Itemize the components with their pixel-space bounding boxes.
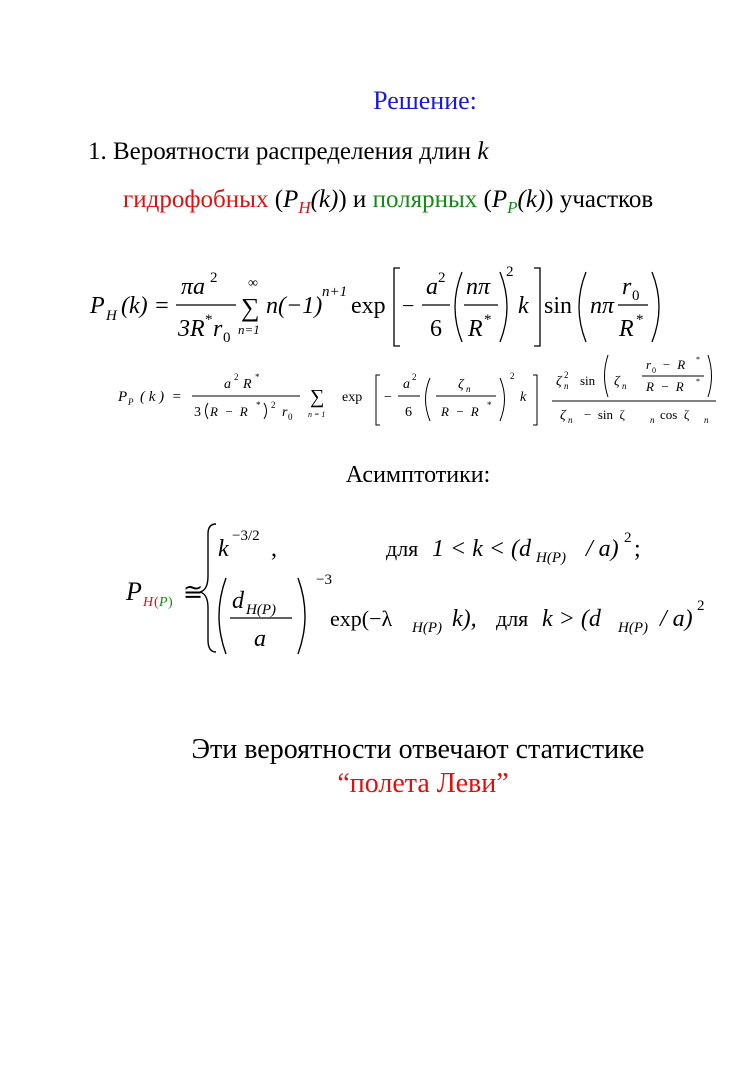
pp-exp: exp [342, 390, 363, 405]
ph-bracket-right [534, 268, 540, 346]
pp-frac-num: a [224, 377, 231, 392]
asym-case1-expr: k [218, 536, 229, 562]
pp-frac-num-sup: 2 [234, 372, 239, 382]
asym-case2-exp-rest: k), [452, 606, 477, 632]
ph-paren-den: R [468, 316, 483, 342]
asym-case2-for: для [496, 606, 529, 631]
asym-paren-left [219, 578, 226, 654]
ph-term: n(−1) [266, 293, 323, 319]
pp-lhs-arg: ( k ) = [140, 389, 182, 405]
asym-case2-den: a [254, 626, 266, 652]
polar-symbol-arg: (k) [517, 186, 546, 213]
pp-right-num-sin: sin [580, 373, 596, 388]
ph-paren-sup: 2 [506, 264, 514, 280]
heading-variable: k [477, 138, 489, 165]
pp-right-inner-num-rest: − R [662, 357, 686, 372]
ph-sin-paren-right [652, 272, 659, 342]
polar-word: полярных [372, 186, 478, 213]
ph-sin-den: R [619, 316, 634, 342]
ph-sin-paren-left [579, 272, 586, 342]
asym-case2-num: d [232, 588, 244, 614]
hydrophobic-symbol-sub: H [298, 198, 311, 217]
pp-right-paren-right [708, 355, 712, 397]
pp-frac-den-inner-sup: * [256, 400, 261, 410]
asym-paren-right [298, 578, 305, 654]
ph-lhs-sub: H [106, 308, 117, 324]
pp-frac-num-r-sup: * [255, 372, 260, 382]
ph-paren-den-sup: * [484, 312, 492, 328]
formula-asym-svg [0, 512, 750, 662]
and-word: и [352, 186, 367, 213]
pp-minus: − [384, 390, 392, 405]
pp-right-num-zeta-sub: n [564, 381, 569, 391]
pp-paren-sup: 2 [510, 371, 515, 381]
hydrophobic-word: гидрофобных [123, 186, 269, 213]
asym-case2-num-sub: H(P) [246, 602, 276, 618]
polar-symbol-sub: P [507, 198, 518, 217]
pp-zeta-den-sup: * [487, 400, 492, 410]
pp-bracket-right [533, 375, 537, 425]
pp-den-paren-left [206, 403, 209, 419]
ph-k: k [518, 293, 529, 319]
ph-sin-num-sub: 0 [632, 288, 640, 304]
asym-case1-cond: 1 < k < (d [432, 536, 532, 562]
pp-frac-den: 3 [194, 405, 201, 420]
ph-inner-num: a [426, 274, 438, 300]
pp-sum-lower: n = 1 [308, 410, 326, 419]
ph-bracket-left [394, 268, 400, 346]
ph-frac-den-sup: * [205, 312, 213, 328]
pp-zeta-sub: n [466, 384, 471, 394]
pp-frac-num-r: R [243, 377, 252, 392]
pp-right-inner-num: r [646, 357, 652, 372]
pp-frac-den-r: r [282, 405, 288, 420]
pp-paren-right [500, 378, 505, 421]
pp-inner-num-sup: 2 [412, 372, 417, 382]
ph-lhs-p: P [90, 293, 105, 319]
slide-title: Решение: [373, 86, 477, 115]
pp-right-inner-num-sub: 0 [652, 366, 656, 375]
asym-case2-cond-sub: H(P) [618, 620, 648, 636]
pp-right-num-zeta: ζ [556, 374, 562, 389]
asym-case1-for: для [386, 536, 419, 561]
ph-exp: exp [351, 293, 386, 319]
ph-term-sup: n+1 [322, 284, 348, 300]
pp-right-den-rest: − sin ζ [584, 407, 625, 422]
asym-approx: ≅ [183, 580, 204, 606]
asym-case2-cond-sup: 2 [697, 598, 705, 614]
asym-case2-sup: −3 [316, 572, 332, 588]
asym-lhs-sub-p: P [159, 595, 168, 610]
ph-lhs-arg: (k) = [121, 293, 170, 319]
pp-lhs-sub: P [128, 397, 134, 407]
ph-sin-num: r [622, 274, 632, 300]
pp-right-arg-zeta: ζ [614, 374, 620, 389]
ph-inner-den: 6 [430, 316, 442, 342]
heading-text: Вероятности распределения длин [113, 138, 472, 165]
ph-sin-arg: nπ [590, 293, 615, 319]
ph-paren-right [500, 272, 507, 342]
ph-frac-den: 3R [178, 316, 205, 342]
pp-right-arg-sub: n [622, 381, 627, 391]
pp-right-den-rest-sub: n [650, 415, 655, 425]
asymptotics-title: Асимптотики: [345, 462, 491, 488]
pp-frac-den-sup: 2 [271, 400, 276, 410]
ph-frac-den-r-sub: 0 [223, 330, 231, 346]
segments-word: участков [559, 186, 654, 213]
pp-k: k [520, 390, 527, 405]
ph-frac-num-sup: 2 [210, 270, 218, 286]
asym-case1-cond-sub: H(P) [536, 550, 566, 566]
heading-line-2 [123, 186, 653, 218]
asym-case2-exp: exp(−λ [330, 606, 393, 631]
asym-lhs-sub-h: H [143, 595, 154, 610]
hydrophobic-symbol-arg: (k) [310, 186, 339, 213]
formula-pp [0, 345, 750, 440]
ph-sum-sign: ∑ [241, 293, 260, 322]
pp-zeta: ζ [458, 377, 464, 392]
pp-frac-den-inner: R − R [210, 404, 248, 419]
pp-zeta-den: R − R [441, 404, 479, 419]
asym-case1-comma: , [271, 536, 277, 562]
formula-pp-svg [0, 345, 750, 435]
pp-right-den: ζ [560, 408, 566, 423]
ph-sin-den-sup: * [636, 312, 644, 328]
heading-line-1 [88, 138, 488, 166]
ph-frac-num: πa [181, 274, 206, 300]
pp-right-paren-left [605, 355, 609, 397]
pp-right-den-cos-sub: n [704, 415, 709, 425]
conclusion-line-2: “полета Леви” [337, 768, 509, 799]
ph-sum-lower: n=1 [238, 322, 260, 337]
polar-symbol-p: P [491, 186, 508, 213]
pp-right-num-zeta-sup: 2 [564, 370, 569, 380]
ph-inner-num-sup: 2 [438, 270, 446, 286]
pp-bracket-left [376, 375, 380, 425]
formula-asymptotics [0, 512, 750, 667]
formula-ph [0, 250, 750, 355]
pp-right-inner-den-sup: * [696, 377, 700, 386]
pp-right-den-sub: n [568, 415, 573, 425]
pp-right-inner-den: R − R [646, 379, 684, 394]
asym-lhs-sub-open: ( [154, 595, 159, 610]
ph-sum-upper: ∞ [248, 276, 258, 291]
pp-inner-den: 6 [405, 405, 412, 420]
asym-case1-semicolon: ; [634, 536, 641, 562]
polar-symbol: $(P_P(k))$ [483, 186, 554, 217]
ph-paren-left [455, 272, 462, 342]
asym-lhs-p: P [126, 577, 142, 606]
asym-case1-cond-rest: / a) [580, 536, 619, 562]
asym-case1-sup: −3/2 [232, 528, 260, 544]
pp-right-den-cos: cos ζ [660, 407, 690, 422]
ph-paren-num: nπ [466, 274, 491, 300]
ph-minus: − [402, 293, 415, 318]
pp-inner-num: a [403, 377, 410, 392]
ph-sin: sin [544, 293, 573, 319]
pp-paren-left [426, 378, 431, 421]
heading-number: 1. [88, 138, 107, 165]
conclusion-line-1: Эти вероятности отвечают статистике [191, 734, 645, 765]
pp-lhs-p: P [118, 389, 128, 405]
pp-frac-den-r-sub: 0 [288, 412, 293, 422]
hydrophobic-symbol-p: P [283, 186, 299, 213]
asym-case2-exp-sub: H(P) [412, 620, 442, 636]
pp-sum-sign: ∑ [310, 386, 325, 408]
pp-den-paren-right [264, 403, 267, 419]
ph-frac-den-r: r [213, 316, 223, 342]
formula-ph-svg [0, 250, 750, 350]
asym-case2-cond: k > (d [542, 606, 601, 632]
asym-lhs-sub-close: ) [168, 595, 173, 610]
hydrophobic-symbol: $(P_H(k))$ [274, 186, 347, 217]
asym-case1-cond-sup: 2 [624, 530, 632, 546]
asym-case2-cond-rest: / a) [654, 606, 693, 632]
pp-right-inner-num-sup: * [696, 355, 700, 364]
